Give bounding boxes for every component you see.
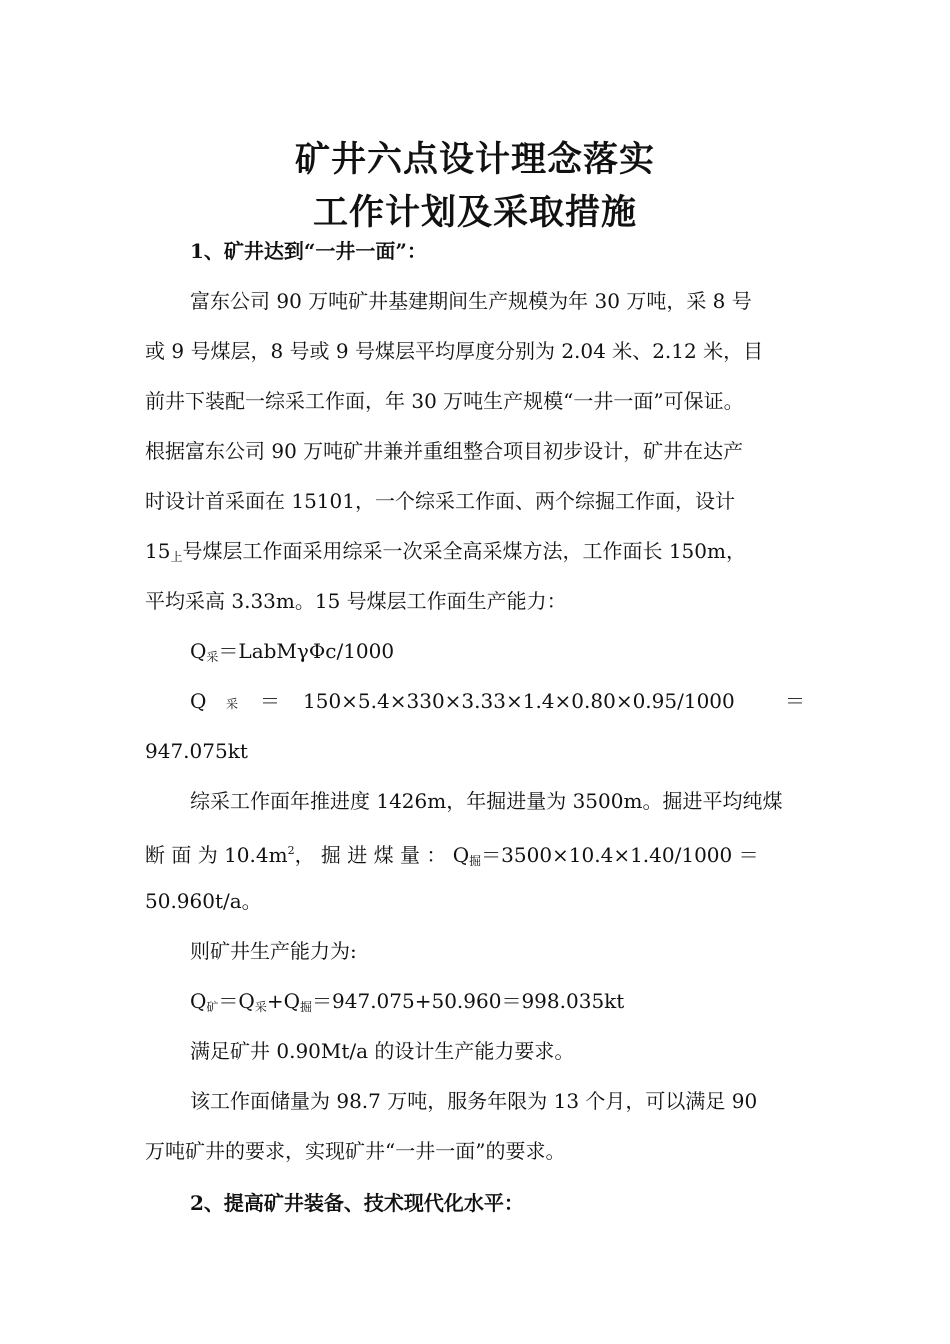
formula-1-subscript: 采 [206, 650, 219, 664]
formula-3-rest: ＝947.075+50.960＝998.035kt [312, 989, 625, 1013]
formula-2-equals-2: ＝ [785, 689, 805, 713]
formula-2-subscript: 采 [226, 697, 239, 711]
line-6-subscript: 上 [170, 550, 183, 564]
paragraph-1-line-5: 时设计首采面在 15101，一个综采工作面、两个综掘工作面，设计 [145, 489, 735, 513]
formula-2-expression: 150×5.4×330×3.33×1.4×0.80×0.95/1000 [303, 689, 735, 713]
formula-2-equals: ＝ [260, 689, 280, 713]
formula-1-q: Q [190, 639, 207, 663]
paragraph-2-line-2 [145, 838, 759, 874]
paragraph-1-line-7: 平均采高 3.33m。15 号煤层工作面生产能力： [145, 589, 567, 613]
line-2-b: ， 掘 进 煤 量 ： Q [294, 843, 470, 867]
paragraph-2-line-1: 综采工作面年推进度 1426m，年掘进量为 3500m。掘进平均纯煤 [190, 789, 783, 813]
paragraph-4: 满足矿井 0.90Mt/a 的设计生产能力要求。 [190, 1039, 575, 1063]
paragraph-2-line-3: 50.960t/a。 [145, 889, 262, 913]
formula-2-result: 947.075kt [145, 739, 248, 763]
line-6-post: 号煤层工作面采用综采一次采全高采煤方法，工作面长 150m， [182, 539, 746, 563]
section-2-heading: 2、提高矿井装备、技术现代化水平： [190, 1191, 524, 1215]
formula-total-capacity [190, 988, 624, 1020]
formula-3-sub-kuang: 矿 [206, 1000, 219, 1014]
paragraph-1-line-1: 富东公司 90 万吨矿井基建期间生产规模为年 30 万吨，采 8 号 [190, 289, 752, 313]
formula-3-sub-jue: 掘 [300, 1000, 313, 1014]
document-title-line-2: 工作计划及采取措施 [312, 192, 637, 233]
paragraph-1-line-6 [145, 538, 746, 570]
line-2-a: 断 面 为 10.4m [145, 843, 288, 867]
document-title-line-1: 矿井六点设计理念落实 [294, 139, 655, 180]
paragraph-1-line-2: 或 9 号煤层，8 号或 9 号煤层平均厚度分别为 2.04 米、2.12 米，目 [145, 339, 764, 363]
paragraph-3: 则矿井生产能力为: [190, 939, 357, 963]
paragraph-5-line-2: 万吨矿井的要求，实现矿井“一井一面”的要求。 [145, 1139, 566, 1163]
formula-3-m2: +Q [266, 989, 300, 1013]
superscript-2: 2 [287, 844, 295, 857]
formula-3-sub-cai: 采 [254, 1000, 267, 1014]
formula-1-rest: ＝LabMγΦc/1000 [218, 639, 395, 663]
paragraph-1-line-3: 前井下装配一综采工作面，年 30 万吨生产规模“一井一面”可保证。 [145, 389, 744, 413]
formula-2-q: Q [190, 689, 207, 713]
formula-production-capacity [190, 638, 394, 670]
paragraph-1-line-4: 根据富东公司 90 万吨矿井兼并重组整合项目初步设计，矿井在达产 [145, 439, 744, 463]
paragraph-5-line-1: 该工作面储量为 98.7 万吨，服务年限为 13 个月，可以满足 90 [190, 1089, 758, 1113]
subscript-jue: 掘 [469, 854, 482, 868]
formula-3-q1: Q [190, 989, 207, 1013]
section-1-heading: 1、矿井达到“一井一面”： [190, 239, 427, 263]
line-2-c: ＝3500×10.4×1.40/1000 ＝ [481, 843, 759, 867]
formula-3-m1: ＝Q [218, 989, 255, 1013]
line-6-pre: 15 [145, 539, 171, 563]
